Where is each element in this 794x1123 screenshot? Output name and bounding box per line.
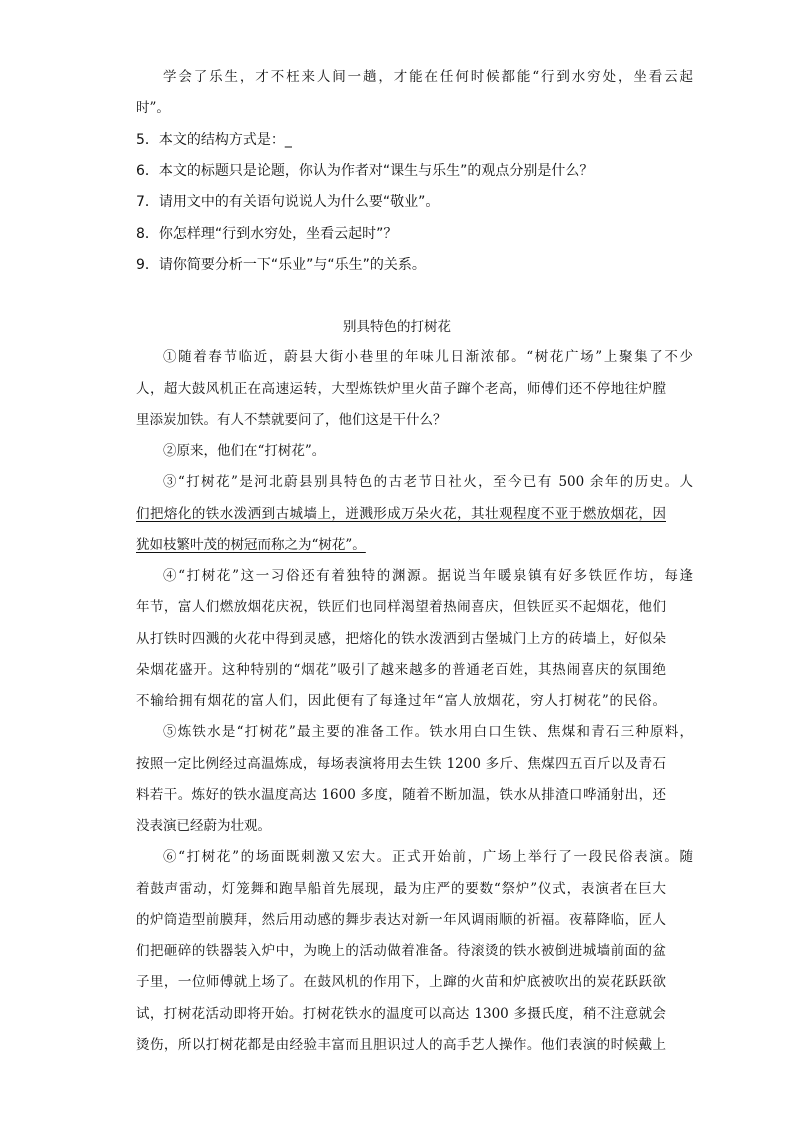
- article-line: ②原来，他们在“打树花”。: [163, 443, 326, 459]
- article-line: ⑤炼铁水是“打树花”最主要的准备工作。铁水用白口生铁、焦煤和青石三种原料，: [163, 724, 693, 740]
- article-line-underlined: 犹如枝繁叶茂的树冠而称之为“树花”。: [136, 537, 366, 553]
- question-5: 5．本文的结构方式是：_: [136, 132, 292, 148]
- article-line: ③“打树花”是河北蔚县别具特色的古老节日社火，至今已有 500 余年的历史。人: [163, 474, 693, 490]
- article-line: 着鼓声雷动，灯笼舞和跑旱船首先展现，最为庄严的要数“祭炉”仪式，表演者在巨大: [136, 881, 666, 897]
- question-8: 8．你怎样理“行到水穷处，坐看云起时”？: [136, 226, 398, 242]
- article-line: 们把砸碎的铁器装入炉中，为晚上的活动做着准备。待滚烫的铁水被倒进城墙前面的盆: [136, 943, 666, 959]
- article-line: 烫伤，所以打树花都是由经验丰富而且胆识过人的高手艺人操作。他们表演的时候戴上: [136, 1037, 666, 1053]
- article-line: 不输给拥有烟花的富人们，因此便有了每逢过年“富人放烟花，穷人打树花”的民俗。: [136, 693, 666, 709]
- article-title: 别具特色的打树花: [343, 319, 451, 335]
- article-line: 从打铁时四溅的火花中得到灵感，把熔化的铁水泼洒到古堡城门上方的砖墙上，好似朵: [136, 631, 666, 647]
- article-line: 试，打树花活动即将开始。打树花铁水的温度可以高达 1300 多摄氏度，稍不注意就会: [136, 1006, 666, 1022]
- article-line: 年节，富人们燃放烟花庆祝，铁匠们也同样渴望着热闹喜庆，但铁匠买不起烟花，他们: [136, 599, 666, 615]
- article-line: 的炉筒造型前膜拜，然后用动感的舞步表达对新一年风调雨顺的祈福。夜幕降临，匠人: [136, 912, 666, 928]
- question-6: 6．本文的标题只是论题，你认为作者对“课生与乐生”的观点分别是什么？: [136, 163, 594, 179]
- article-line: ①随着春节临近，蔚县大街小巷里的年味儿日渐浓郁。“树花广场”上聚集了不少: [163, 349, 693, 365]
- intro-line: 时”。: [136, 100, 170, 116]
- article-line: 料若干。炼好的铁水温度高达 1600 多度，随着不断加温，铁水从排渣口哗涌射出，还: [136, 787, 666, 803]
- article-line: ④“打树花”这一习俗还有着独特的渊源。据说当年暖泉镇有好多铁匠作坊，每逢: [163, 568, 693, 584]
- article-line: 按照一定比例经过高温炼成，每场表演将用去生铁 1200 多斤、焦煤四五百斤以及青石: [136, 756, 666, 772]
- question-9: 9．请你简要分析一下“乐业”与“乐生”的关系。: [136, 257, 426, 273]
- article-line-underlined: 们把熔化的铁水泼洒到古城墙上，迸溅形成万朵火花，其壮观程度不亚于燃放烟花，因: [136, 506, 666, 522]
- article-line: 里添炭加铁。有人不禁就要问了，他们这是干什么？: [136, 412, 447, 428]
- intro-line: 学会了乐生，才不枉来人间一趟，才能在任何时候都能“行到水穷处，坐看云起: [163, 69, 693, 85]
- article-line: 没表演已经蔚为壮观。: [136, 818, 271, 834]
- question-7: 7．请用文中的有关语句说说人为什么要“敬业”。: [136, 194, 440, 210]
- article-line: 朵烟花盛开。这种特别的“烟花”吸引了越来越多的普通老百姓，其热闹喜庆的氛围绝: [136, 662, 666, 678]
- article-line: 子里，一位师傅就上场了。在鼓风机的作用下，上蹿的火苗和炉底被吹出的炭花跃跃欲: [136, 974, 666, 990]
- article-line: ⑥“打树花”的场面既刺激又宏大。正式开始前，广场上举行了一段民俗表演。随: [163, 849, 693, 865]
- article-line: 人，超大鼓风机正在高速运转，大型炼铁炉里火苗子蹿个老高，师傅们还不停地往炉膛: [136, 381, 666, 397]
